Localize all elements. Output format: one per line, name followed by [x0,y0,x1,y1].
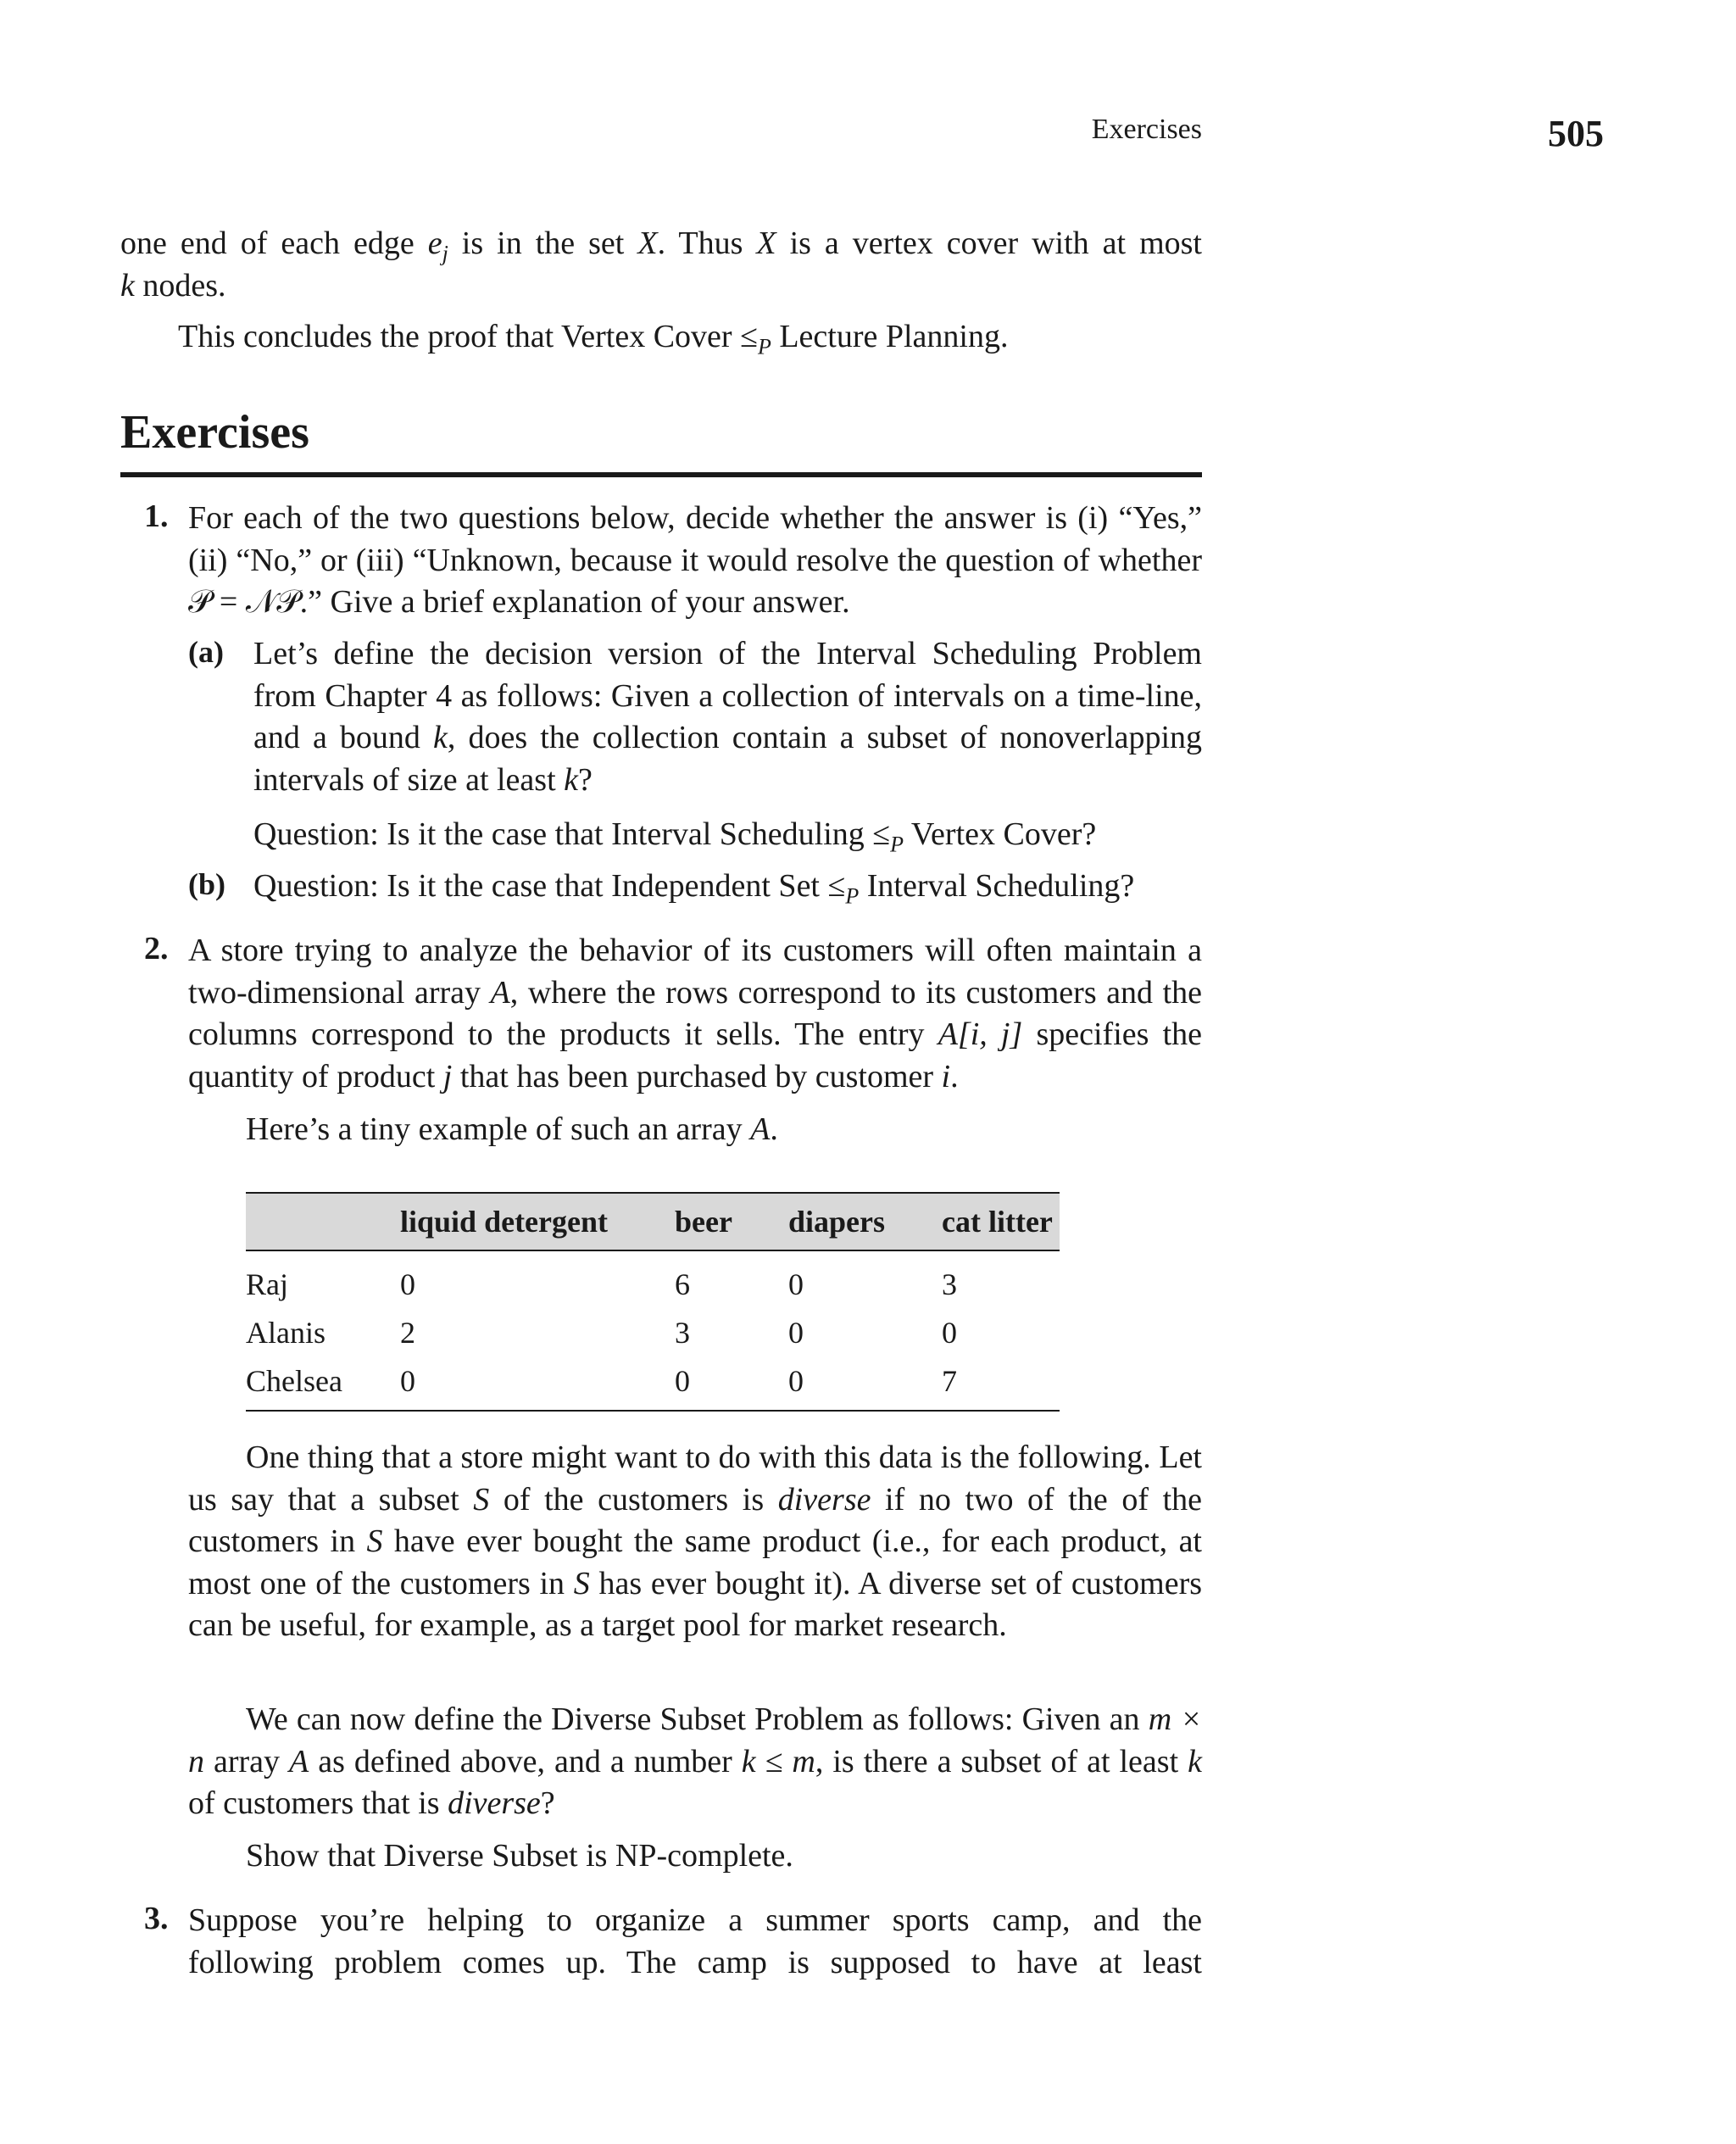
exercise-1-text: For each of the two questions below, decide whether the answer is (i) “Yes,” (ii) “No,” or (iii) “Unknown, because it would resolve the question of whether 𝒫 = 𝒩𝒫.” Give a brief explanation of your answer. [188,500,1202,620]
table-cell: 0 [400,1267,415,1301]
subpart-label: (b) [188,867,225,901]
table-cell: 0 [788,1315,804,1350]
table-header-cell: beer [675,1205,732,1239]
running-header: Exercises [1091,114,1202,145]
exercise-1a-question: Question: Is it the case that Interval Scheduling $\le_P$ Vertex Cover? [253,816,1097,857]
table-header-row [246,1193,1060,1250]
table-cell: 0 [675,1363,690,1398]
table-row [246,1250,1060,1308]
exercise-number: 1. [144,498,169,534]
exercise-3-line-1: Suppose you’re helping to organize a summer sports camp, and the [188,1902,1202,1938]
exercise-1a-text: Let’s define the decision version of the Interval Scheduling Problem from Chapter 4 as follows: Given a collection of intervals on a time-line, and a bound k, does the collection contain a subset of nonoverlapping intervals of size at least k? [253,636,1203,798]
intro-paragraph-line2: k nodes. [120,268,226,304]
table-cell: 6 [675,1267,690,1301]
exercise-number: 2. [144,931,169,966]
proof-conclusion: This concludes the proof that Vertex Cover $\le_P$ Lecture Planning. [178,319,1009,359]
purchase-array-table [246,1192,1060,1412]
exercise-2-paragraph-4: We can now define the Diverse Subset Problem as follows: Given an m × n array A as defined above, and a number k ≤ m, is there a subset of at least k of customers that is diverse? [188,1701,1202,1821]
exercise-2-paragraph-3: One thing that a store might want to do with this data is the following. Let us say that a subset S of the customers is diverse if no two of the of the customers in S have ever bought the same product (i.e., for each product, at most one of the customers in S has ever bought it). A diverse set of customers can be useful, for example, as a target pool for market research. [188,1440,1203,1643]
table-cell: 0 [400,1363,415,1398]
table-cell: 0 [788,1363,804,1398]
table-header-cell: cat litter [942,1205,1053,1239]
exercise-2-paragraph-5: Show that Diverse Subset is NP-complete. [246,1838,793,1874]
section-heading: Exercises [120,406,309,459]
table-cell: 0 [942,1315,957,1350]
exercise-3-line-2: following problem comes up. The camp is supposed to have at least [188,1945,1202,1980]
heading-rule [120,472,1202,477]
page-number: 505 [1548,113,1604,154]
exercise-1b-question: Question: Is it the case that Independent Set $\le_P$ Interval Scheduling? [253,868,1135,909]
table-header-cell [246,1193,400,1250]
table-header-cell: liquid detergent [400,1205,609,1239]
table-cell: 3 [942,1267,957,1301]
table-header-cell: diapers [788,1205,886,1239]
table-cell: Chelsea [246,1363,342,1398]
table-cell: 2 [400,1315,415,1350]
subpart-label: (a) [188,635,224,669]
table-row [246,1308,1060,1356]
table-cell: 0 [788,1267,804,1301]
table-cell: Raj [246,1267,288,1301]
table-row [246,1356,1060,1411]
table-cell: Alanis [246,1315,326,1350]
exercise-number: 3. [144,1901,169,1936]
exercise-2-paragraph-1: A store trying to analyze the behavior of its customers will often maintain a two-dimensional array A, where the rows correspond to its customers and the columns correspond to the products it sells. The entry A[i, j] specifies the quantity of product j that has been purchased by customer i. [188,933,1203,1094]
table-cell: 7 [942,1363,957,1398]
table-cell: 3 [675,1315,690,1350]
intro-paragraph: one end of each edge $e_j$ is in the set X. Thus X is a vertex cover with at most [120,226,1202,266]
exercise-2-paragraph-2: Here’s a tiny example of such an array A. [246,1111,778,1147]
